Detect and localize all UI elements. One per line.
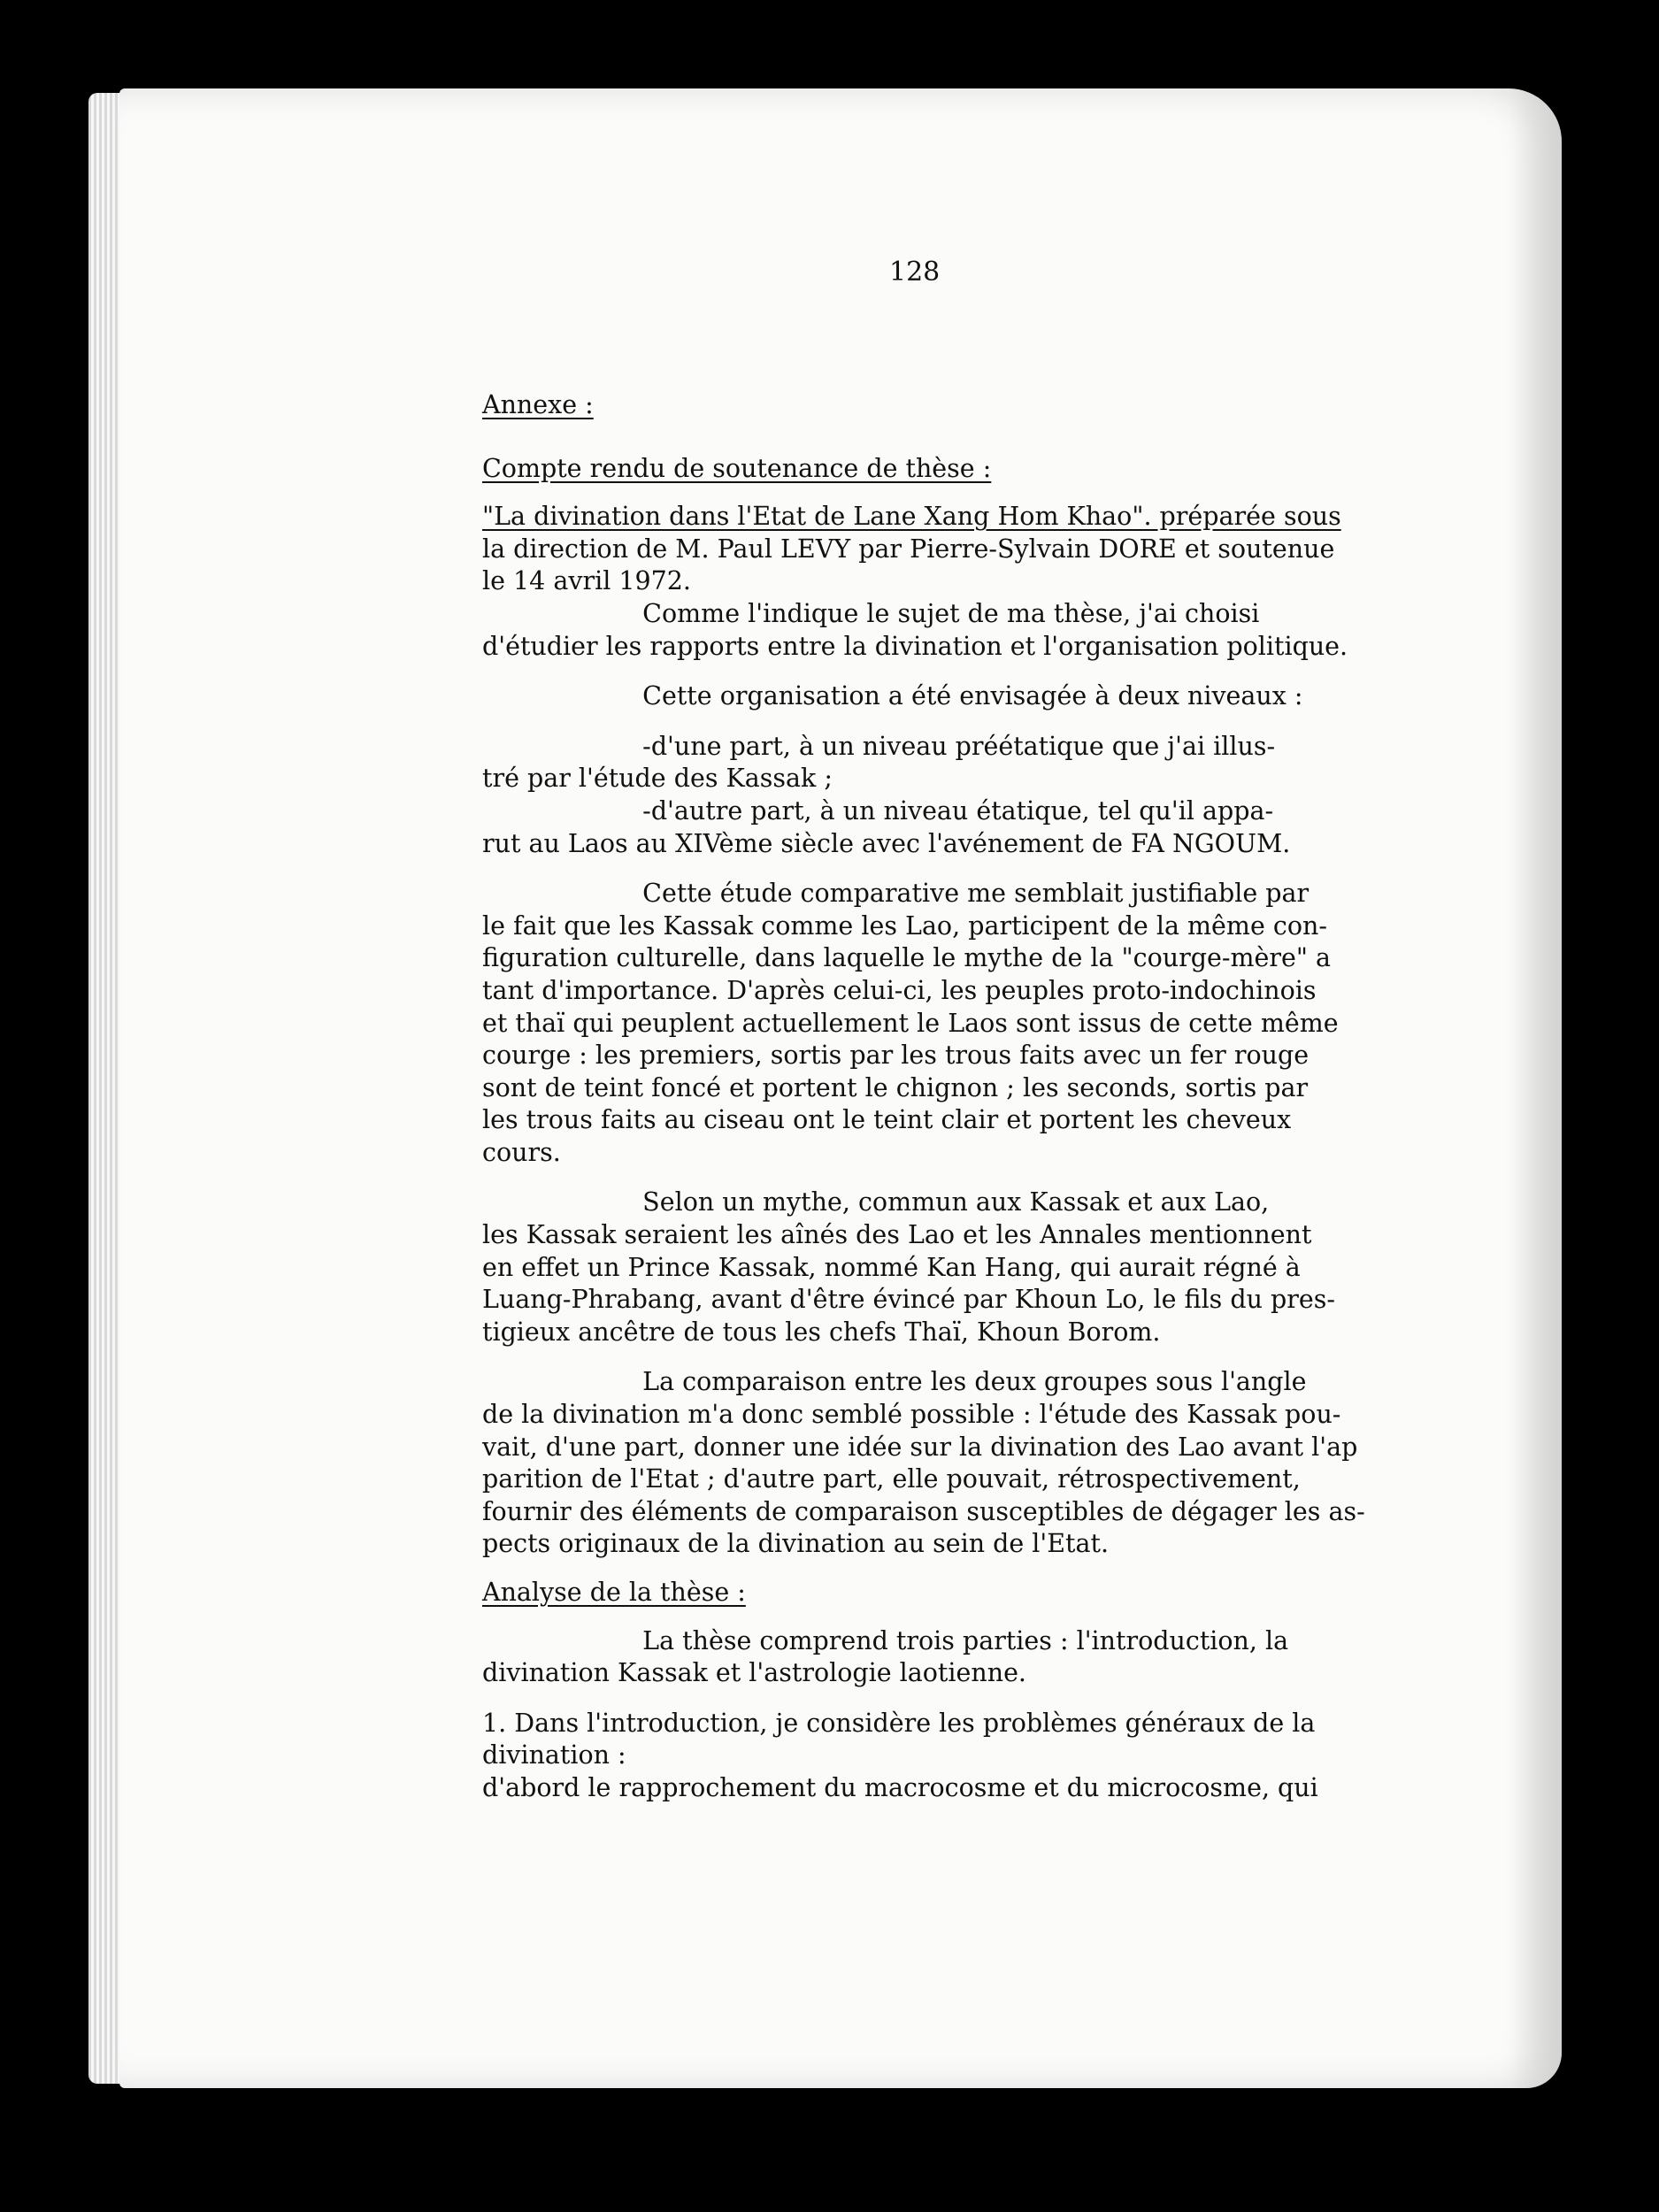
text-line: les Kassak seraient les aînés des Lao et les Annales mentionnent xyxy=(482,1220,1312,1250)
text-line: Cette organisation a été envisagée à deux niveaux : xyxy=(482,681,1303,711)
text-line: d'abord le rapprochement du macrocosme et du microcosme, qui xyxy=(482,1772,1318,1802)
text-line: tigieux ancêtre de tous les chefs Thaï, Khoun Borom. xyxy=(482,1317,1161,1347)
text-line: La thèse comprend trois parties : l'introduction, la xyxy=(482,1625,1289,1655)
text-line: rut au Laos au XIVème siècle avec l'avénement de FA NGOUM. xyxy=(482,828,1291,858)
text-line: Luang-Phrabang, avant d'être évincé par Khoun Lo, le fils du pres- xyxy=(482,1285,1336,1315)
text-line: Cette étude comparative me semblait justifiable par xyxy=(482,879,1310,909)
text-line: courge : les premiers, sortis par les trous faits avec un fer rouge xyxy=(482,1041,1310,1071)
body-paragraphs xyxy=(482,501,1517,1561)
text-line: en effet un Prince Kassak, nommé Kan Hang, qui aurait régné à xyxy=(482,1252,1301,1282)
text-line: parition de l'Etat ; d'autre part, elle pouvait, rétrospectivement, xyxy=(482,1464,1301,1494)
text-line: -d'autre part, à un niveau étatique, tel qu'il appa- xyxy=(482,795,1274,826)
text-line: le 14 avril 1972. xyxy=(482,566,691,596)
compte-rendu-heading: Compte rendu de soutenance de thèse : xyxy=(482,453,992,483)
text-line: -d'une part, à un niveau préétatique que j'ai illus- xyxy=(482,731,1276,761)
text-line: la direction de M. Paul LEVY par Pierre-Sylvain DORE et soutenue xyxy=(482,534,1335,564)
page-number: 128 xyxy=(889,257,941,288)
text-line: fournir des éléments de comparaison susceptibles de dégager les as- xyxy=(482,1496,1365,1526)
annexe-heading: Annexe : xyxy=(482,390,594,419)
text-line: vait, d'une part, donner une idée sur la divination des Lao avant l'ap xyxy=(482,1432,1358,1462)
analyse-heading: Analyse de la thèse : xyxy=(482,1578,746,1607)
text-line: le fait que les Kassak comme les Lao, participent de la même con- xyxy=(482,910,1327,941)
text-line: divination : xyxy=(482,1740,626,1770)
text-line: La comparaison entre les deux groupes sous l'angle xyxy=(482,1367,1307,1397)
text-line: cours. xyxy=(482,1137,561,1167)
text-line: de la divination m'a donc semblé possible : l'étude des Kassak pou- xyxy=(482,1400,1341,1430)
page-text xyxy=(482,239,1517,1805)
text-line: tré par l'étude des Kassak ; xyxy=(482,764,833,794)
text-line: "La divination dans l'Etat de Lane Xang Hom Khao". préparée sous xyxy=(482,502,1341,532)
text-line: d'étudier les rapports entre la divination et l'organisation politique. xyxy=(482,631,1348,661)
text-line: Selon un mythe, commun aux Kassak et aux Lao, xyxy=(482,1187,1270,1217)
text-line: pects originaux de la divination au sein de l'Etat. xyxy=(482,1529,1110,1559)
book-page-edges xyxy=(88,93,124,2084)
text-line: les trous faits au ciseau ont le teint clair et portent les cheveux xyxy=(482,1105,1292,1135)
analysis-paragraphs xyxy=(482,1625,1517,1805)
text-line: figuration culturelle, dans laquelle le mythe de la "courge-mère" a xyxy=(482,943,1332,973)
text-line: sont de teint foncé et portent le chignon ; les seconds, sortis par xyxy=(482,1072,1309,1102)
text-line: et thaï qui peuplent actuellement le Laos sont issus de cette même xyxy=(482,1008,1339,1038)
text-line: 1. Dans l'introduction, je considère les problèmes généraux de la xyxy=(482,1708,1316,1738)
text-line: tant d'importance. D'après celui-ci, les peuples proto-indochinois xyxy=(482,975,1317,1005)
text-line: Comme l'indique le sujet de ma thèse, j'ai choisi xyxy=(482,598,1260,628)
text-line: divination Kassak et l'astrologie laotienne. xyxy=(482,1658,1026,1688)
